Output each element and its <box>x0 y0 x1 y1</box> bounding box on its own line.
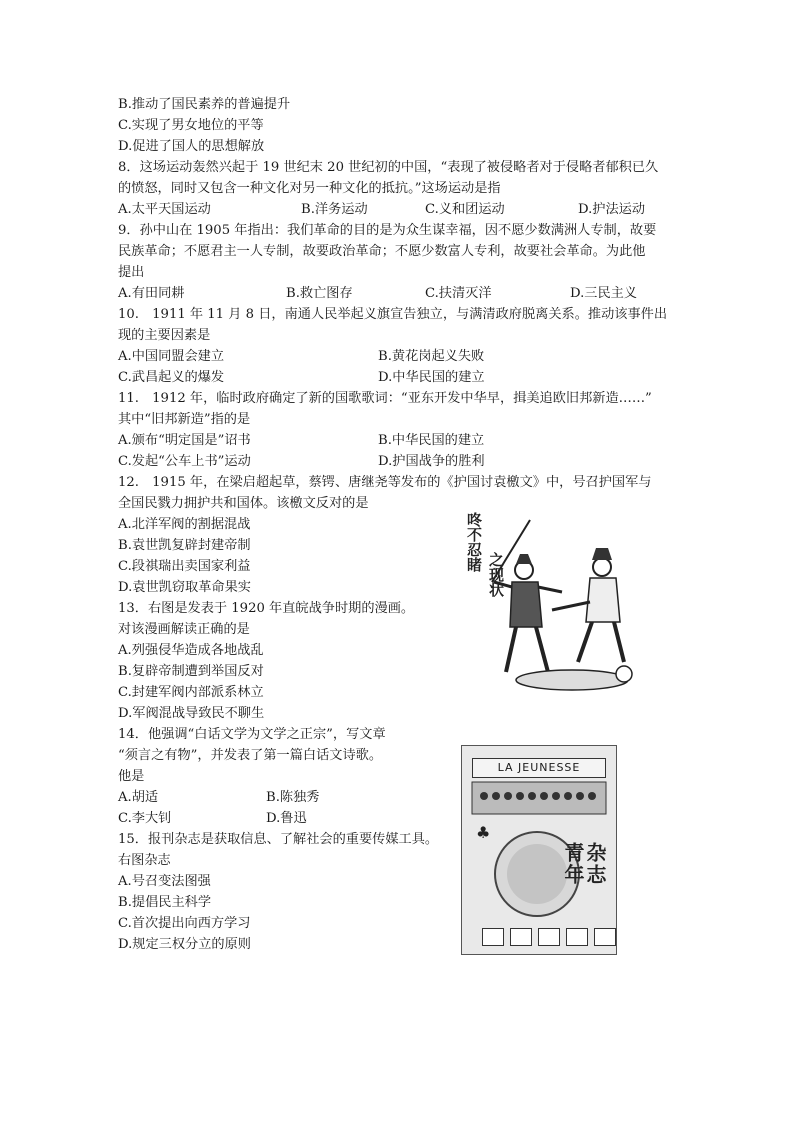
q10-option-a: A.中国同盟会建立 <box>118 349 225 364</box>
q11-option-c: C.发起“公车上书”运动 <box>118 454 251 469</box>
q9-stem-line1: 9．孙中山在 1905 年指出：我们革命的目的是为众生谋幸福，因不愿少数满洲人专制，故要 <box>118 223 657 238</box>
footer-box <box>510 928 532 946</box>
q9-option-a: A.有田同耕 <box>118 286 185 301</box>
q10-stem-line2: 现的主要因素是 <box>118 328 211 343</box>
q14-option-c: C.李大钊 <box>118 811 172 826</box>
q9-option-b: B.救亡图存 <box>286 286 353 301</box>
q11-stem-line2: 其中“旧邦新造”指的是 <box>118 412 251 427</box>
q8-option-a: A.太平天国运动 <box>118 202 211 217</box>
q15-stem-line2: 右图杂志 <box>118 853 171 868</box>
q15-stem-line1: 15．报刊杂志是获取信息、了解社会的重要传媒工具。 <box>118 832 439 847</box>
svg-text:♣: ♣ <box>476 823 491 842</box>
warlord-cartoon-figure <box>452 512 652 704</box>
q11-option-b: B.中华民国的建立 <box>378 433 485 448</box>
footer-box <box>538 928 560 946</box>
la-jeunesse-cover-figure <box>461 745 617 955</box>
q15-option-c: C.首次提出向西方学习 <box>118 916 251 931</box>
q13-option-c: C.封建军阀内部派系林立 <box>118 685 264 700</box>
q10-option-c: C.武昌起义的爆发 <box>118 370 225 385</box>
cartoon-caption: 咚不忍睹 <box>465 512 483 572</box>
q10-option-d: D.中华民国的建立 <box>378 370 485 385</box>
magazine-masthead: LA JEUNESSE <box>472 758 606 778</box>
q15-option-b: B.提倡民主科学 <box>118 895 212 910</box>
q7-option-c: C.实现了男女地位的平等 <box>118 118 264 133</box>
q10-stem-line1: 10. 1911 年 11 月 8 日，南通人民举起义旗宣告独立，与满清政府脱离关系。推动该事件出 <box>118 307 668 322</box>
q14-stem-line3: 他是 <box>118 769 145 784</box>
q12-option-b: B.袁世凯复辟封建帝制 <box>118 538 251 553</box>
q12-stem-line1: 12. 1915 年，在梁启超起草，蔡锷、唐继尧等发布的《护国讨袁檄文》中，号召护国军与 <box>118 475 652 490</box>
q11-option-a: A.颁布“明定国是”诏书 <box>118 433 251 448</box>
q13-option-a: A.列强侵华造成各地战乱 <box>118 643 264 658</box>
q12-option-c: C.段祺瑞出卖国家利益 <box>118 559 251 574</box>
q13-stem-line2: 对该漫画解读正确的是 <box>118 622 250 637</box>
magazine-title-2: 杂志 <box>583 842 607 886</box>
q12-option-a: A.北洋军阀的割据混战 <box>118 517 251 532</box>
footer-box <box>566 928 588 946</box>
q14-stem-line1: 14．他强调“白话文学为文学之正宗”，写文章 <box>118 727 386 742</box>
q14-option-a: A.胡适 <box>118 790 159 805</box>
footer-box <box>482 928 504 946</box>
q14-option-b: B.陈独秀 <box>266 790 320 805</box>
q7-option-b: B.推动了国民素养的普遍提升 <box>118 97 291 112</box>
q11-stem-line1: 11. 1912 年，临时政府确定了新的国歌歌词：“亚东开发中华早，揖美追欧旧邦新造……” <box>118 391 652 406</box>
q8-option-d: D.护法运动 <box>578 202 646 217</box>
q13-option-b: B.复辟帝制遭到举国反对 <box>118 664 264 679</box>
q14-stem-line2: “须言之有物”，并发表了第一篇白话文诗歌。 <box>118 748 383 763</box>
q9-option-c: C.扶清灭洋 <box>425 286 492 301</box>
q14-option-d: D.鲁迅 <box>266 811 307 826</box>
footer-box <box>594 928 616 946</box>
magazine-title: 青年 <box>561 842 585 886</box>
q15-option-a: A.号召变法图强 <box>118 874 211 889</box>
cover-footer-boxes <box>482 928 616 946</box>
q13-stem-line1: 13．右图是发表于 1920 年直皖战争时期的漫画。 <box>118 601 415 616</box>
q8-option-c: C.义和团运动 <box>425 202 505 217</box>
q10-option-b: B.黄花岗起义失败 <box>378 349 485 364</box>
q8-option-b: B.洋务运动 <box>301 202 368 217</box>
q9-stem-line2: 民族革命；不愿君主一人专制，故要政治革命；不愿少数富人专利，故要社会革命。为此他 <box>118 244 646 259</box>
q12-stem-line2: 全国民戮力拥护共和国体。该檄文反对的是 <box>118 496 369 511</box>
q7-option-d: D.促进了国人的思想解放 <box>118 139 265 154</box>
q13-option-d: D.军阀混战导致民不聊生 <box>118 706 265 721</box>
q8-stem-line2: 的愤怒，同时又包含一种文化对另一种文化的抵抗。”这场运动是指 <box>118 181 501 196</box>
cartoon-caption-2: 之现状 <box>487 552 505 597</box>
q15-option-d: D.规定三权分立的原则 <box>118 937 251 952</box>
q11-option-d: D.护国战争的胜利 <box>378 454 485 469</box>
q9-option-d: D.三民主义 <box>570 286 638 301</box>
q9-stem-line3: 提出 <box>118 265 145 280</box>
q8-stem-line1: 8．这场运动轰然兴起于 19 世纪末 20 世纪初的中国，“表现了被侵略者对于侵略者郁积已久 <box>118 160 659 175</box>
q12-option-d: D.袁世凯窃取革命果实 <box>118 580 251 595</box>
